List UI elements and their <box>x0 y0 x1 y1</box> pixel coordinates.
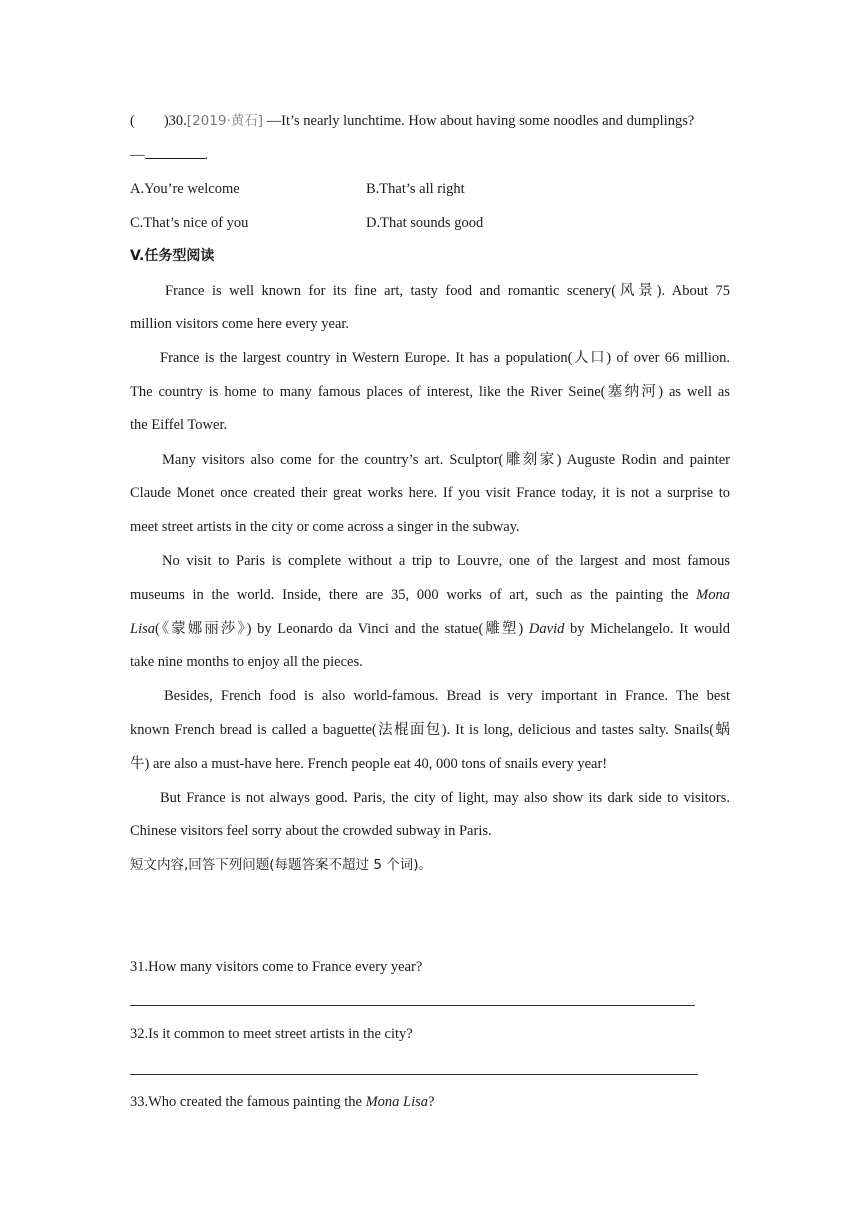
passage-line: Claude Monet once created their great works here. If you visit France today, it is not a surprise to <box>130 485 730 501</box>
question-mark: ? <box>428 1094 435 1110</box>
statue-title: David <box>528 621 565 637</box>
answer-line-31[interactable] <box>130 1005 695 1006</box>
passage-line: The country is home to many famous places of interest, like the River Seine(塞纳河) as well as <box>130 384 730 400</box>
instruction: 短文内容,回答下列问题(每题答案不超过 5 个词)。 <box>130 857 432 873</box>
painting-title: Mona <box>696 587 730 603</box>
answer-line-32[interactable] <box>130 1074 698 1075</box>
passage-line: No visit to Paris is complete without a trip to Louvre, one of the largest and most famous <box>162 553 730 569</box>
passage-text: (《蒙娜丽莎》) by Leonardo da Vinci and the statue(雕塑) <box>155 621 529 637</box>
passage-line: 牛) are also a must-have here. French people eat 40, 000 tons of snails every year! <box>130 756 608 772</box>
option-a: A.You’re welcome <box>130 181 240 197</box>
passage-line: Many visitors also come for the country’s art. Sculptor(雕刻家) Auguste Rodin and painter <box>162 452 730 468</box>
passage-text: by Michelangelo. It would <box>564 621 730 637</box>
question-number: 30. <box>168 113 187 129</box>
question-30 <box>130 111 730 131</box>
question-31: 31.How many visitors come to France every year? <box>130 959 423 975</box>
option-d: D.That sounds good <box>366 215 484 231</box>
question-32: 32.Is it common to meet street artists in the city? <box>130 1026 413 1042</box>
section-heading: V.任务型阅读 <box>130 248 215 264</box>
passage-line <box>130 585 730 605</box>
question-stem: —It’s nearly lunchtime. How about having some noodles and dumplings? <box>262 113 695 129</box>
passage-line: take nine months to enjoy all the pieces. <box>130 654 363 670</box>
passage-line: France is the largest country in Western Europe. It has a population(人口) of over 66 million. <box>160 350 730 366</box>
passage-line: known French bread is called a baguette(法棍面包). It is long, delicious and tastes salty. Snails(蜗 <box>130 722 730 738</box>
passage-text: museums in the world. Inside, there are 35, 000 works of art, such as the painting the <box>130 587 697 603</box>
passage-line: million visitors come here every year. <box>130 316 350 332</box>
question-text: 33.Who created the famous painting the <box>130 1094 366 1110</box>
answer-paren: ( ) <box>130 113 169 129</box>
question-33 <box>130 1092 730 1112</box>
option-b: B.That’s all right <box>366 181 465 197</box>
passage-line: meet street artists in the city or come across a singer in the subway. <box>130 519 520 535</box>
passage-line: Besides, French food is also world-famous. Bread is very important in France. The best <box>164 688 730 704</box>
reply-dash: — <box>130 147 145 163</box>
answer-blank <box>145 146 205 159</box>
option-c: C.That’s nice of you <box>130 215 249 231</box>
passage-line: But France is not always good. Paris, the city of light, may also show its dark side to visitors. <box>160 790 730 806</box>
passage-line: France is well known for its fine art, tasty food and romantic scenery(风景). About 75 <box>165 283 730 299</box>
question-source: [2019·黄石] <box>186 113 263 129</box>
passage-line: the Eiffel Tower. <box>130 417 228 433</box>
painting-title: Mona Lisa <box>365 1094 429 1110</box>
reply-period: . <box>204 147 209 163</box>
passage-line <box>130 619 730 639</box>
passage-line: Chinese visitors feel sorry about the crowded subway in Paris. <box>130 823 492 839</box>
painting-title: Lisa <box>130 621 155 637</box>
question-30-reply <box>130 145 730 165</box>
